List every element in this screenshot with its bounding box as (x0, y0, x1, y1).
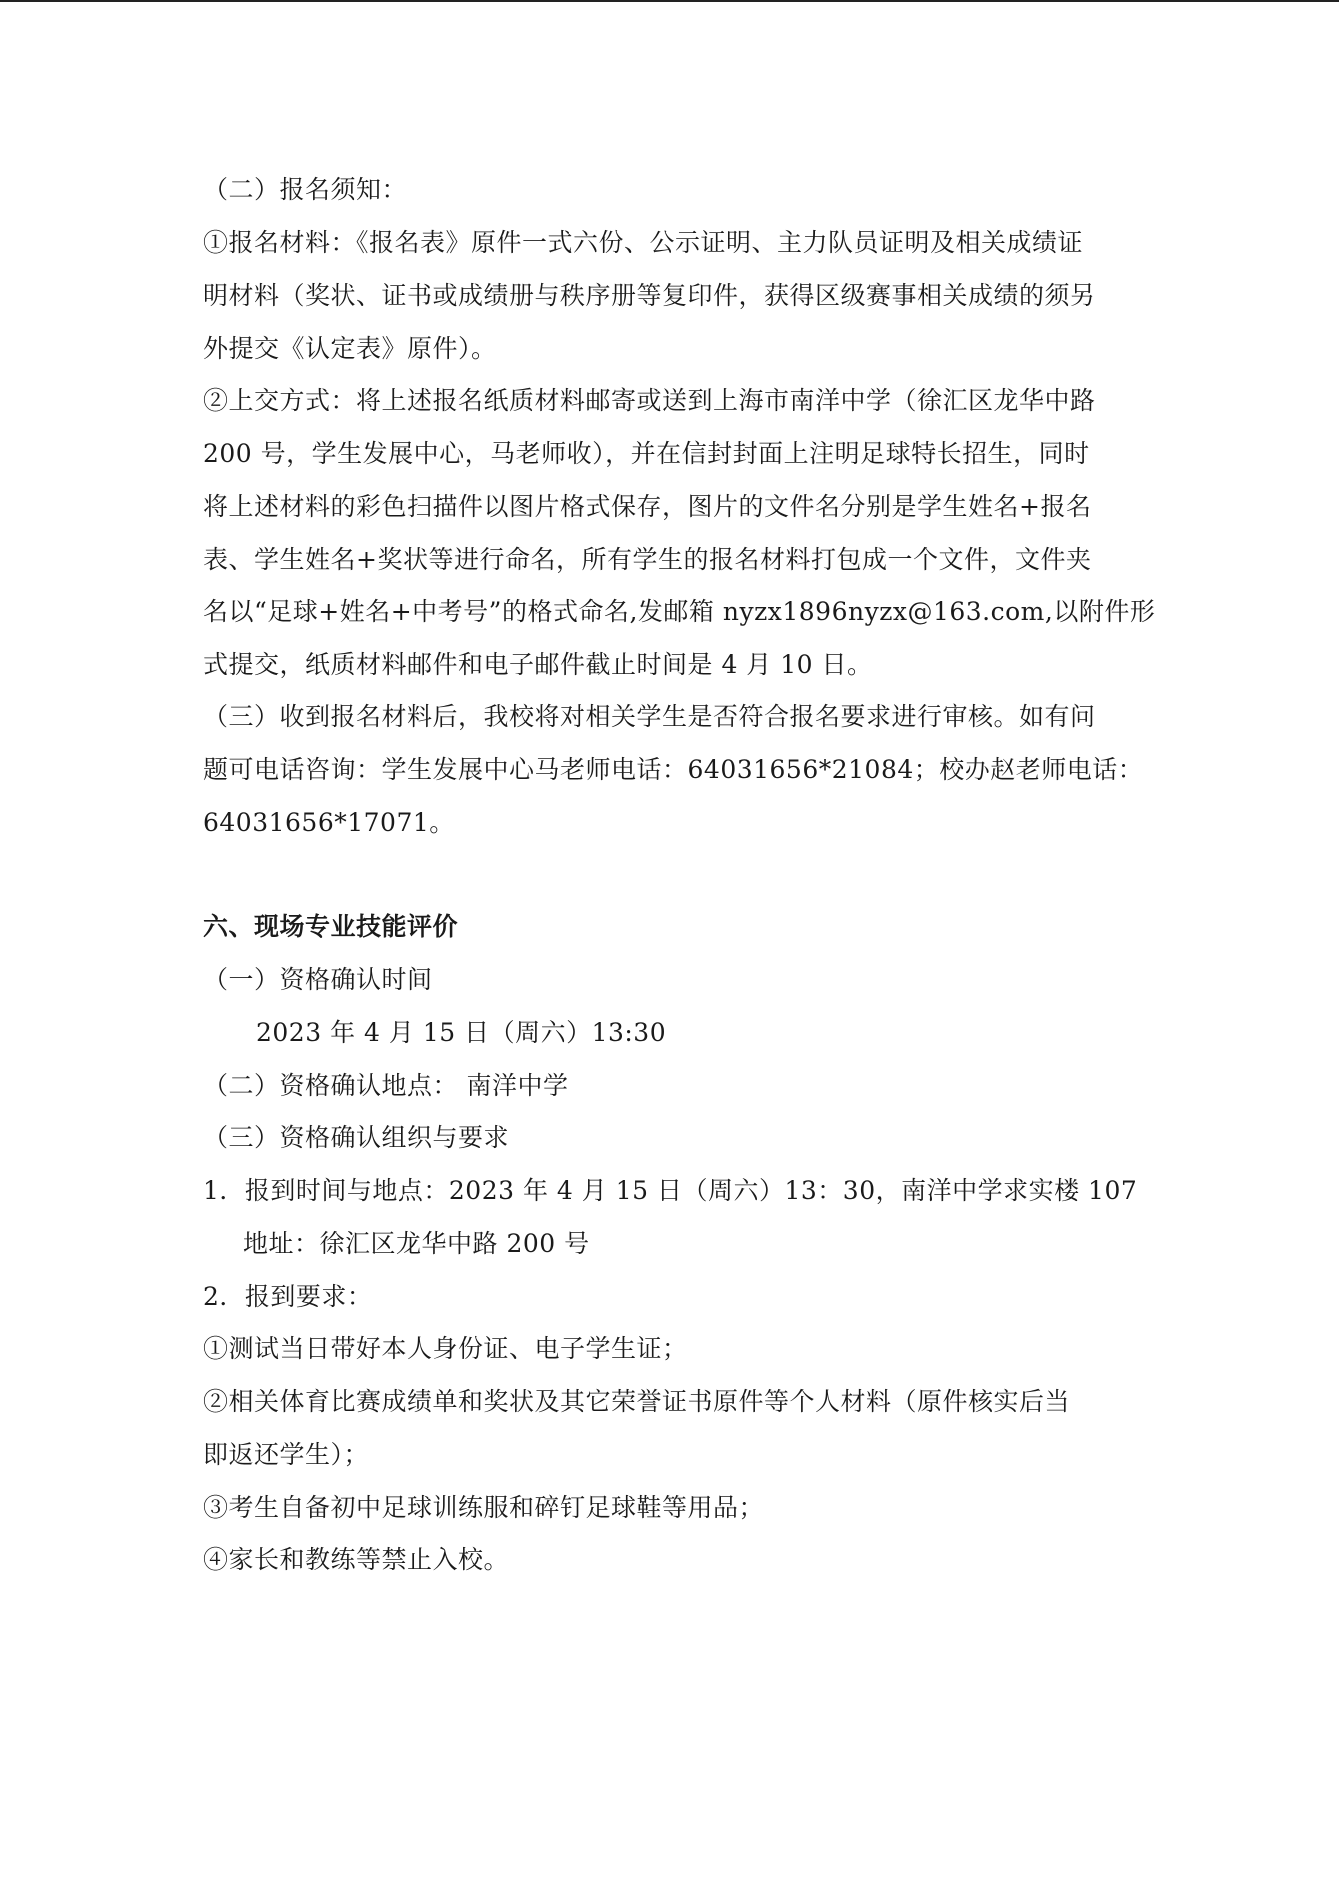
part-6-heading: 六、现场专业技能评价 (203, 912, 459, 941)
paragraph-line: 表、学生姓名+奖状等进行命名，所有学生的报名材料打包成一个文件，文件夹 (203, 545, 1092, 574)
paragraph-line: （三）收到报名材料后，我校将对相关学生是否符合报名要求进行审核。如有问 (203, 702, 1096, 731)
paragraph-line: 式提交，纸质材料邮件和电子邮件截止时间是 4 月 10 日。 (203, 650, 873, 679)
paragraph-line: 题可电话咨询：学生发展中心马老师电话：64031656*21084；校办赵老师电话： (203, 755, 1144, 784)
requirement-item: ④家长和教练等禁止入校。 (203, 1545, 510, 1574)
confirmation-time: 2023 年 4 月 15 日（周六）13:30 (256, 1018, 667, 1047)
list-item: 1．报到时间与地点：2023 年 4 月 15 日（周六）13：30，南洋中学求实楼 107 (203, 1176, 1138, 1205)
requirement-item: 即返还学生）； (203, 1440, 370, 1469)
requirement-item: ①测试当日带好本人身份证、电子学生证； (203, 1334, 688, 1363)
list-item-continuation: 地址：徐汇区龙华中路 200 号 (243, 1229, 590, 1258)
paragraph-line: 将上述材料的彩色扫描件以图片格式保存，图片的文件名分别是学生姓名+报名 (203, 492, 1092, 521)
requirement-item: ③考生自备初中足球训练服和碎钉足球鞋等用品； (203, 1493, 765, 1522)
paragraph-line: 明材料（奖状、证书或成绩册与秩序册等复印件，获得区级赛事相关成绩的须另 (203, 281, 1096, 310)
section-2-title: （二）报名须知： (203, 175, 408, 204)
top-border (0, 0, 1339, 2)
paragraph-line: ①报名材料：《报名表》原件一式六份、公示证明、主力队员证明及相关成绩证 (203, 228, 1084, 257)
paragraph-line: 名以“足球+姓名+中考号”的格式命名,发邮箱 nyzx1896nyzx@163.com,以附件形 (203, 597, 1156, 626)
requirement-item: ②相关体育比赛成绩单和奖状及其它荣誉证书原件等个人材料（原件核实后当 (203, 1387, 1071, 1416)
paragraph-line: 200 号，学生发展中心，马老师收），并在信封封面上注明足球特长招生，同时 (203, 439, 1090, 468)
subsection-title: （三）资格确认组织与要求 (203, 1123, 510, 1152)
paragraph-line: ②上交方式：将上述报名纸质材料邮寄或送到上海市南洋中学（徐汇区龙华中路 (203, 386, 1096, 415)
paragraph-line: 外提交《认定表》原件）。 (203, 334, 497, 363)
confirmation-place: （二）资格确认地点： 南洋中学 (203, 1071, 569, 1100)
list-item: 2．报到要求： (203, 1282, 373, 1311)
paragraph-line: 64031656*17071。 (203, 808, 455, 837)
subsection-title: （一）资格确认时间 (203, 965, 433, 994)
